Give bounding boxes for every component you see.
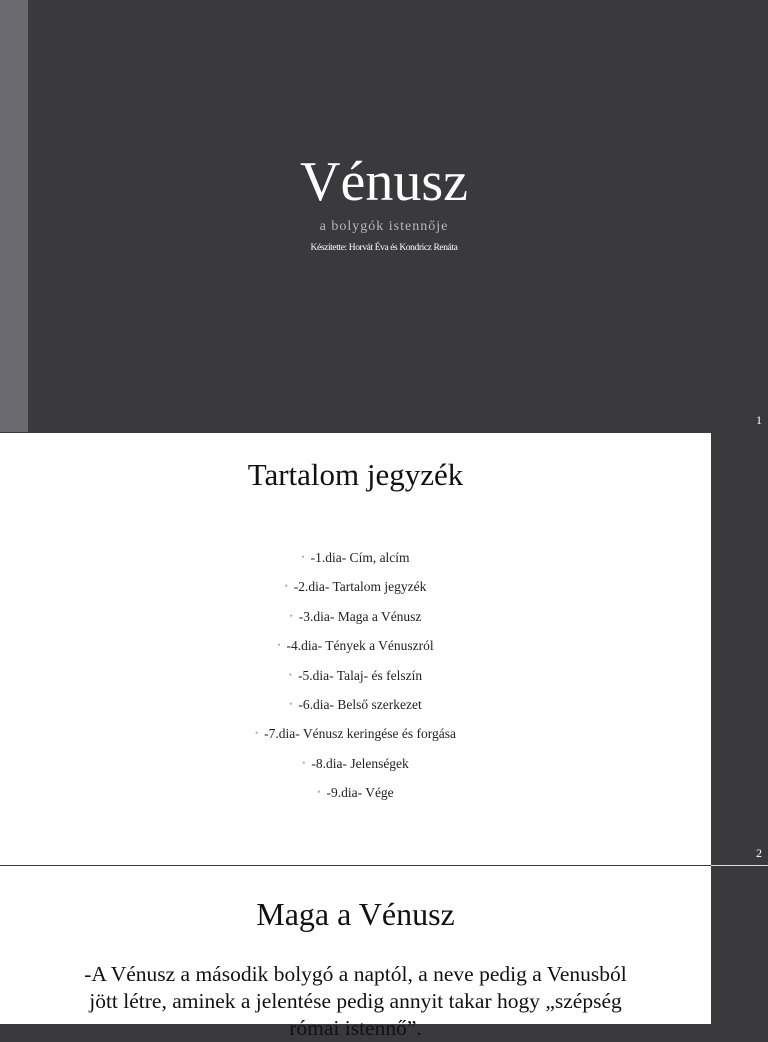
bullet-icon: • bbox=[277, 640, 281, 651]
content-body: -A Vénusz a második bolygó a naptól, a neve pedig a Venusból jött létre, aminek a jelentése pedig annyit takar hogy „szépség római istennő”. bbox=[84, 962, 627, 1040]
bullet-icon: • bbox=[302, 757, 306, 768]
toc-item: • -8.dia- Jelenségek bbox=[302, 755, 409, 771]
slide-number-2: 2 bbox=[756, 846, 762, 860]
toc-heading: Tartalom jegyzék bbox=[247, 457, 464, 492]
bullet-icon: • bbox=[289, 610, 293, 621]
toc-item: • -3.dia- Maga a Vénusz bbox=[289, 608, 422, 624]
slide-divider bbox=[711, 865, 768, 866]
slide-number-1: 1 bbox=[756, 413, 762, 427]
slide-accent-band bbox=[0, 0, 28, 432]
title-slide bbox=[0, 0, 768, 432]
toc-item: • -7.dia- Vénusz keringése és forgása bbox=[255, 726, 456, 742]
content-slide bbox=[0, 866, 711, 1040]
toc-item: • -1.dia- Cím, alcím bbox=[301, 550, 410, 565]
bullet-icon: • bbox=[255, 728, 259, 739]
bullet-icon: • bbox=[284, 581, 288, 592]
toc-list bbox=[0, 548, 711, 813]
toc-item: • -5.dia- Talaj- és felszín bbox=[288, 667, 423, 683]
toc-slide bbox=[0, 433, 711, 865]
toc-item: • -6.dia- Belső szerkezet bbox=[289, 696, 422, 712]
bullet-icon: • bbox=[288, 669, 293, 680]
content-heading: Maga a Vénusz bbox=[256, 896, 455, 932]
slide-subtitle: a bolygók istennője bbox=[319, 219, 449, 234]
slide-title: Vénusz bbox=[300, 151, 468, 213]
slide-author: Készítette: Horvát Éva és Kondricz Renáta bbox=[310, 243, 458, 253]
bullet-icon: • bbox=[289, 698, 293, 709]
toc-item: • -9.dia- Vége bbox=[317, 785, 394, 801]
bullet-icon: • bbox=[301, 552, 305, 562]
toc-item: • -2.dia- Tartalom jegyzék bbox=[284, 579, 427, 595]
toc-item: • -4.dia- Tények a Vénuszról bbox=[277, 638, 434, 654]
bullet-icon: • bbox=[317, 787, 321, 798]
